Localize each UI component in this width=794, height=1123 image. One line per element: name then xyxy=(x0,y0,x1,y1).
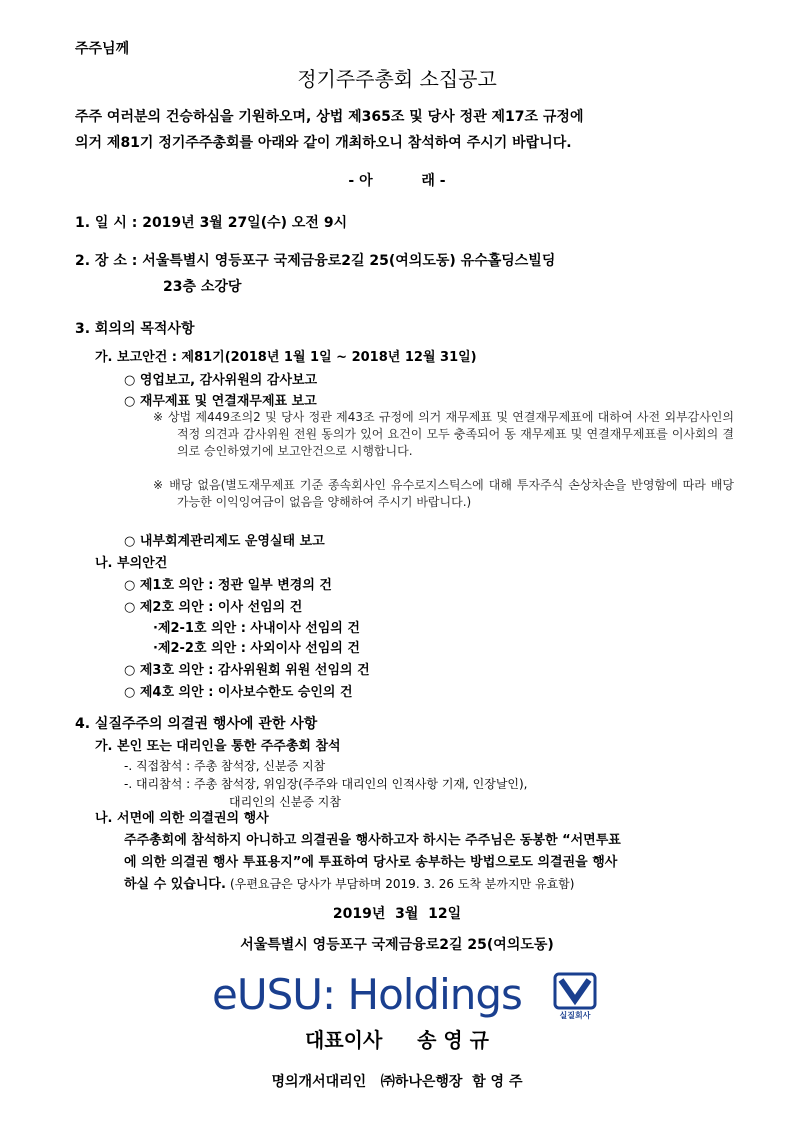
postage-note: (우편요금은 당사가 부담하며 2019. 3. 26 도착 분까지만 유효함) xyxy=(230,877,575,891)
agenda-item-3: ○ 제3호 의안 : 감사위원회 위원 선임의 건 xyxy=(124,663,370,678)
report-item-1: ○ 영업보고, 감사위원의 감사보고 xyxy=(124,373,318,388)
page-title: 정기주주총회 소집공고 xyxy=(297,67,497,91)
greeting: 주주님께 xyxy=(75,41,130,57)
direct-attendance: -. 직접참석 : 주총 참석장, 신분증 지참 xyxy=(124,759,326,773)
report-agenda-heading: 가. 보고안건 : 제81기(2018년 1월 1일 ~ 2018년 12월 31일) xyxy=(95,350,477,365)
transfer-agent: 명의개서대리인 ㈜하나은행장 함 영 주 xyxy=(271,1074,523,1090)
company-logo xyxy=(0,970,794,1018)
agenda-item-1: ○ 제1호 의안 : 정관 일부 변경의 건 xyxy=(124,578,332,593)
written-vote-line1: 주주총회에 참석하지 아니하고 의결권을 행사하고자 하시는 주주님은 동봉한 “서면투표 xyxy=(124,833,621,848)
item-4-heading: 4. 실질주주의 의결권 행사에 관한 사항 xyxy=(75,716,318,732)
notice-date: 2019년 3월 12일 xyxy=(332,906,462,922)
below-heading: - 아 래 - xyxy=(348,173,446,189)
ceo-signature: 대표이사 송 영 규 xyxy=(305,1028,489,1052)
resolution-agenda-heading: 나. 부의안건 xyxy=(95,556,168,571)
written-vote-line2: 에 의한 의결권 행사 투표용지”에 투표하여 당사로 송부하는 방법으로도 의결권을 행사 xyxy=(124,855,618,870)
report-item-3: ○ 내부회계관리제도 운영실태 보고 xyxy=(124,534,325,549)
logo-wordmark: eUSU: Holdings xyxy=(212,970,522,1019)
item-3-heading: 3. 회의의 목적사항 xyxy=(75,321,195,337)
note-dividend: ※ 배당 없음(별도재무제표 기준 종속회사인 유수로지스틱스에 대해 투자주식 손상차손을 반영함에 따라 배당 가능한 이익잉여금이 없음을 양해하여 주시기 바랍니다.) xyxy=(153,478,734,509)
intro-line-1: 주주 여러분의 건승하심을 기원하오며, 상법 제365조 및 당사 정관 제17조 규정에 xyxy=(75,109,584,125)
company-seal-icon xyxy=(551,972,599,1020)
intro-paragraph xyxy=(75,104,583,156)
seal-caption: 실질회사 xyxy=(559,1011,591,1020)
agenda-item-2-1: ·제2-1호 의안 : 사내이사 선임의 건 xyxy=(153,621,360,636)
report-item-2: ○ 재무제표 및 연결재무제표 보고 xyxy=(124,394,317,409)
company-address: 서울특별시 영등포구 국제금융로2길 25(여의도동) xyxy=(240,937,554,953)
intro-line-2: 의거 제81기 정기주주총회를 아래와 같이 개최하오니 참석하여 주시기 바랍니다. xyxy=(75,135,572,151)
agenda-item-4: ○ 제4호 의안 : 이사보수한도 승인의 건 xyxy=(124,685,353,700)
item-2-venue-line1: 2. 장 소 : 서울특별시 영등포구 국제금융로2길 25(여의도동) 유수홀딩스빌딩 xyxy=(75,253,556,269)
agenda-item-2: ○ 제2호 의안 : 이사 선임의 건 xyxy=(124,600,303,615)
item-1-datetime: 1. 일 시 : 2019년 3월 27일(수) 오전 9시 xyxy=(75,215,348,231)
written-vote-heading: 나. 서면에 의한 의결권의 행사 xyxy=(95,811,269,826)
item-2-venue-line2: 23층 소강당 xyxy=(163,279,242,295)
written-vote-line3 xyxy=(124,873,574,892)
note-financial-statements: ※ 상법 제449조의2 및 당사 정관 제43조 규정에 의거 재무제표 및 연결재무제표에 대하여 사전 외부감사인의 적정 의견과 감사위원 전원 동의가 있어 요건이 모두 충족되어 동 재무제표 및 연결재무제표를 이사회의 결의로 승인하였기에 보고안건으로 시행합니다. xyxy=(153,410,734,458)
written-vote-text: 하실 수 있습니다. xyxy=(124,877,226,892)
agenda-item-2-2: ·제2-2호 의안 : 사외이사 선임의 건 xyxy=(153,641,360,656)
attendance-heading: 가. 본인 또는 대리인을 통한 주주총회 참석 xyxy=(95,739,341,754)
proxy-attendance-line1: -. 대리참석 : 주총 참석장, 위임장(주주와 대리인의 인적사항 기재, 인장날인), xyxy=(124,777,528,791)
proxy-attendance-line2: 대리인의 신분증 지참 xyxy=(229,795,341,809)
